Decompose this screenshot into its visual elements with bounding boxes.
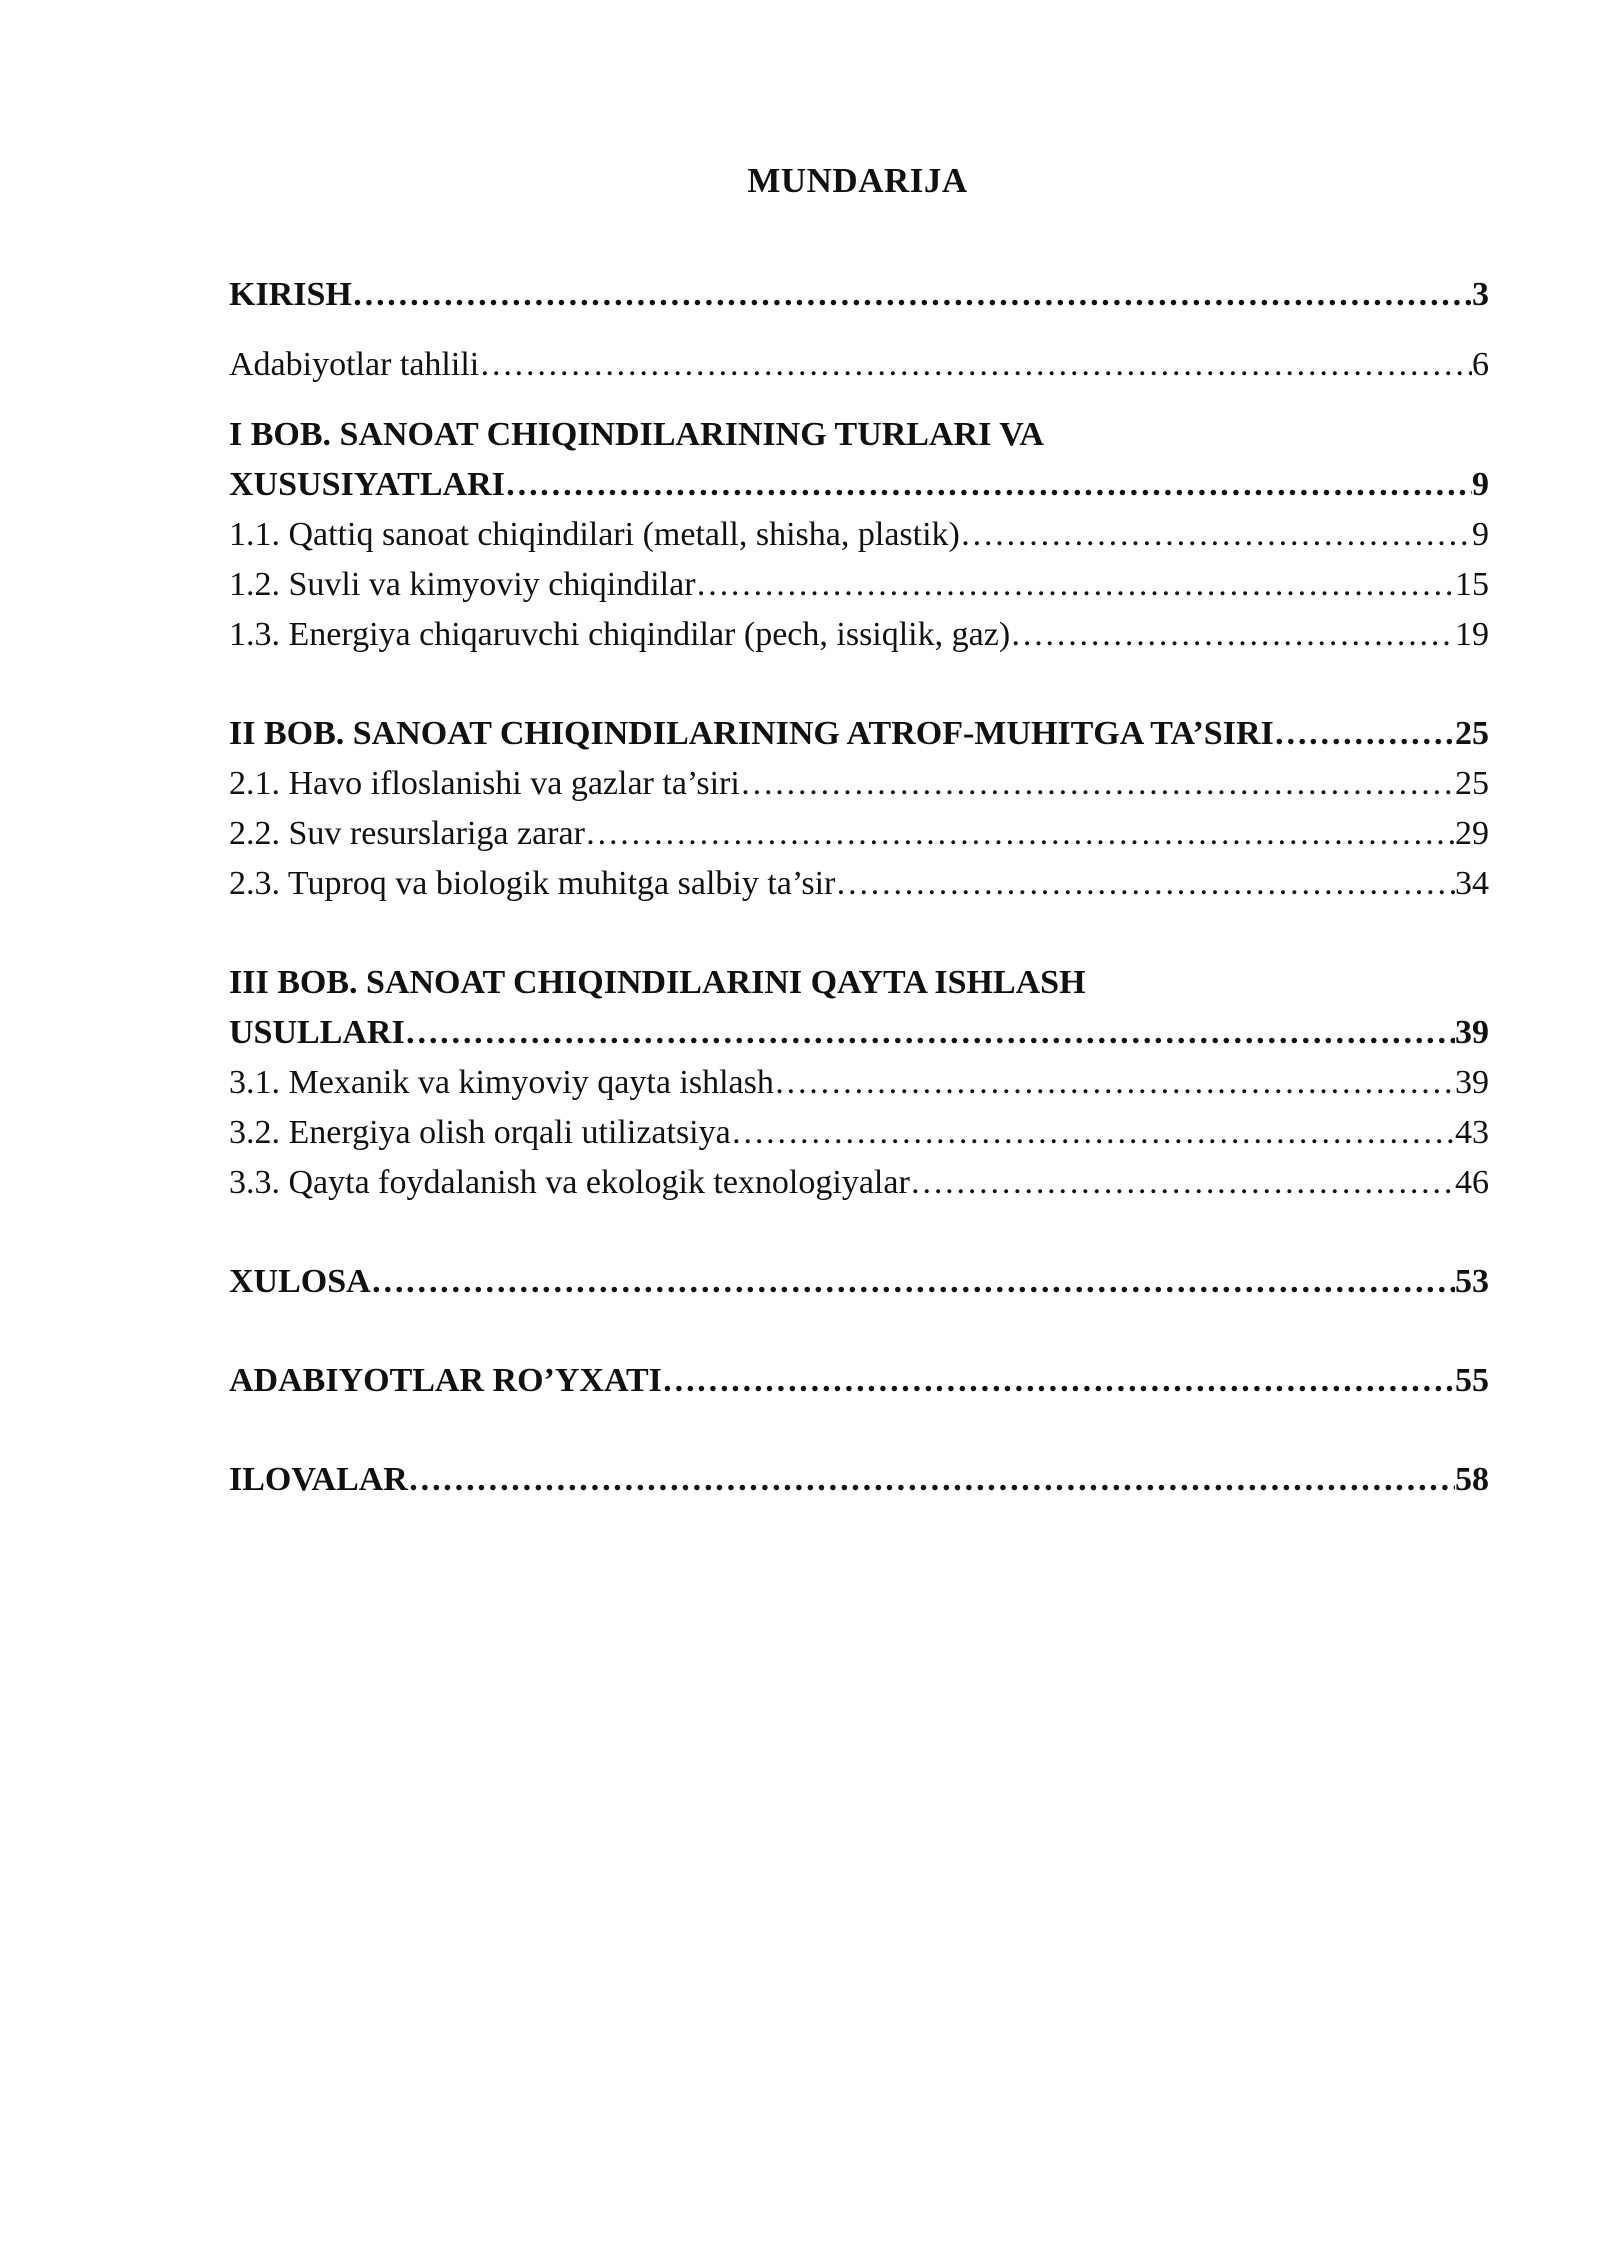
toc-entry-label: 2.2. Suv resurslariga zarar [229, 815, 585, 852]
dot-leader [585, 809, 1455, 859]
toc-entry-xulosa[interactable] [229, 1257, 1489, 1307]
toc-entry-label: 3.1. Mexanik va kimyoviy qayta ishlash [229, 1064, 774, 1101]
toc-entry-kirish[interactable] [229, 270, 1489, 320]
dot-leader [1010, 610, 1455, 660]
toc-entry-label: USULLARI [229, 1014, 405, 1051]
table-of-contents [229, 270, 1489, 1505]
toc-entry-label: KIRISH [229, 276, 352, 313]
page-title: MUNDARIJA [747, 161, 968, 200]
chapter1-heading-continued[interactable] [229, 460, 1489, 510]
chapter3-heading-continued[interactable] [229, 1008, 1489, 1058]
toc-entry-page: 43 [1455, 1114, 1489, 1151]
dot-leader [774, 1058, 1455, 1108]
toc-entry-label: ILOVALAR [229, 1461, 408, 1498]
toc-entry-section-3-3[interactable] [229, 1158, 1489, 1208]
dot-leader [479, 340, 1472, 390]
toc-entry-section-3-2[interactable] [229, 1108, 1489, 1158]
toc-entry-label: 1.1. Qattiq sanoat chiqindilari (metall, shisha, plastik) [229, 516, 960, 553]
toc-entry-section-1-2[interactable] [229, 560, 1489, 610]
chapter3-heading[interactable]: III BOB. SANOAT CHIQINDILARINI QAYTA ISHLASH [229, 964, 1086, 1001]
toc-entry-ilovalar[interactable] [229, 1455, 1489, 1505]
toc-entry-page: 53 [1455, 1263, 1489, 1300]
toc-entry-page: 55 [1455, 1362, 1489, 1399]
dot-leader [910, 1158, 1455, 1208]
toc-entry-page: 25 [1455, 715, 1489, 752]
toc-entry-section-1-1[interactable] [229, 510, 1489, 560]
toc-entry-section-2-2[interactable] [229, 809, 1489, 859]
toc-entry-label: 1.3. Energiya chiqaruvchi chiqindilar (pech, issiqlik, gaz) [229, 616, 1011, 653]
toc-entry-page: 25 [1455, 765, 1489, 802]
toc-entry-section-2-3[interactable] [229, 859, 1489, 909]
dot-leader [731, 1108, 1455, 1158]
dot-leader [371, 1257, 1455, 1307]
chapter1-heading[interactable]: I BOB. SANOAT CHIQINDILARINING TURLARI VA [229, 416, 1044, 453]
toc-entry-label: Adabiyotlar tahlili [229, 346, 480, 383]
toc-entry-section-3-1[interactable] [229, 1058, 1489, 1108]
toc-entry-label: XUSUSIYATLARI [229, 466, 505, 503]
toc-entry-adabiyotlar-tahlili[interactable] [229, 340, 1489, 390]
toc-entry-label: 2.1. Havo ifloslanishi va gazlar ta’siri [229, 765, 740, 802]
dot-leader [505, 460, 1472, 510]
dot-leader [835, 859, 1455, 909]
toc-entry-page: 46 [1455, 1164, 1489, 1201]
dot-leader [960, 510, 1472, 560]
toc-entry-page: 3 [1472, 276, 1489, 313]
toc-entry-label: ADABIYOTLAR RO’YXATI [229, 1362, 662, 1399]
toc-entry-page: 34 [1455, 865, 1489, 902]
dot-leader [740, 759, 1455, 809]
toc-entry-page: 39 [1455, 1064, 1489, 1101]
toc-entry-page: 15 [1455, 566, 1489, 603]
toc-entry-page: 19 [1455, 616, 1489, 653]
toc-entry-page: 58 [1455, 1461, 1489, 1498]
toc-entry-section-1-3[interactable] [229, 610, 1489, 660]
toc-entry-page: 9 [1472, 466, 1489, 503]
toc-entry-label: II BOB. SANOAT CHIQINDILARINING ATROF-MUHITGA TA’SIRI [229, 715, 1274, 752]
dot-leader [1274, 709, 1455, 759]
chapter2-heading[interactable] [229, 709, 1489, 759]
toc-entry-label: 2.3. Tuproq va biologik muhitga salbiy ta’sir [229, 865, 836, 902]
toc-entry-page: 6 [1472, 346, 1489, 383]
dot-leader [408, 1455, 1455, 1505]
toc-entry-label: 1.2. Suvli va kimyoviy chiqindilar [229, 566, 696, 603]
toc-entry-section-2-1[interactable] [229, 759, 1489, 809]
dot-leader [662, 1356, 1455, 1406]
dot-leader [352, 270, 1472, 320]
toc-entry-page: 29 [1455, 815, 1489, 852]
dot-leader [405, 1008, 1455, 1058]
toc-entry-adabiyotlar-royxati[interactable] [229, 1356, 1489, 1406]
toc-entry-label: 3.2. Energiya olish orqali utilizatsiya [229, 1114, 731, 1151]
toc-entry-page: 39 [1455, 1014, 1489, 1051]
toc-entry-page: 9 [1472, 516, 1489, 553]
dot-leader [696, 560, 1455, 610]
toc-entry-label: 3.3. Qayta foydalanish va ekologik texnologiyalar [229, 1164, 910, 1201]
toc-entry-label: XULOSA [229, 1263, 371, 1300]
